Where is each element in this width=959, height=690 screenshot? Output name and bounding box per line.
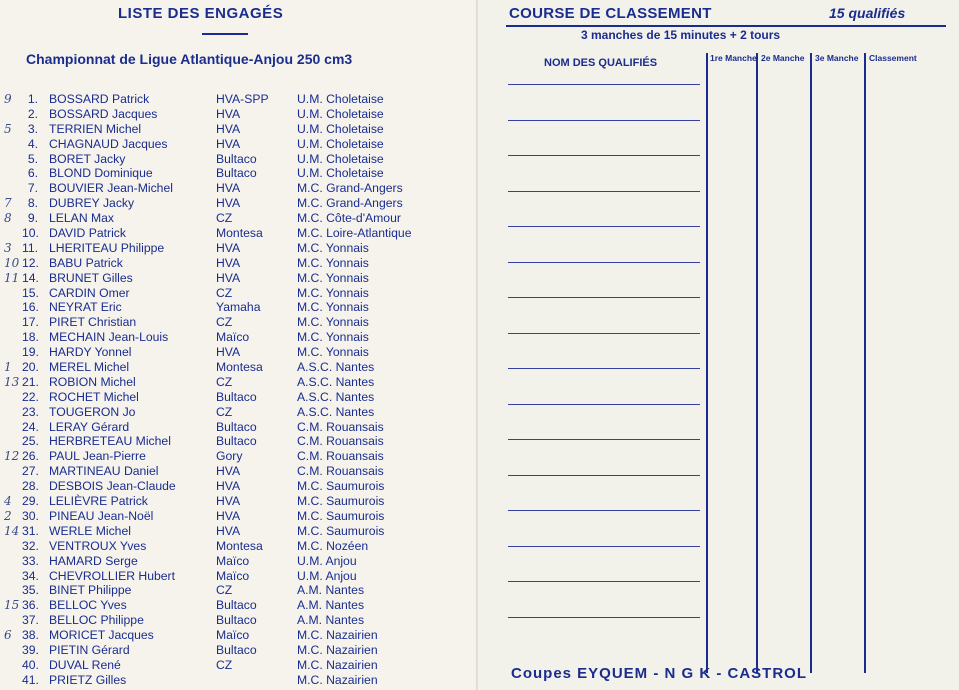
club-name: M.C. Yonnais bbox=[297, 285, 369, 300]
club-name: A.M. Nantes bbox=[297, 583, 365, 598]
entry-row bbox=[0, 524, 470, 539]
rider-name: ROCHET Michel bbox=[49, 389, 139, 404]
manche-2-header: 2e Manche bbox=[761, 53, 805, 63]
club-name: M.C. Yonnais bbox=[297, 240, 369, 255]
rider-name: DUVAL René bbox=[49, 657, 121, 672]
entry-row bbox=[0, 92, 470, 107]
club-name: U.M. Choletaise bbox=[297, 151, 384, 166]
write-in-line bbox=[508, 155, 700, 156]
entry-row bbox=[0, 315, 470, 330]
club-name: M.C. Nazairien bbox=[297, 642, 378, 657]
rider-name: BORET Jacky bbox=[49, 151, 126, 166]
motorcycle-brand: CZ bbox=[216, 285, 233, 300]
rider-name: PINEAU Jean-Noël bbox=[49, 508, 154, 523]
rider-name: PIETIN Gérard bbox=[49, 642, 130, 657]
motorcycle-brand: Bultaco bbox=[216, 389, 257, 404]
manche-3-header: 3e Manche bbox=[815, 53, 859, 63]
club-name: M.C. Saumurois bbox=[297, 523, 385, 538]
entry-number: 31. bbox=[22, 523, 39, 538]
entry-row bbox=[0, 241, 470, 256]
motorcycle-brand: Bultaco bbox=[216, 434, 257, 449]
entry-row bbox=[0, 405, 470, 420]
club-name: M.C. Yonnais bbox=[297, 300, 369, 315]
motorcycle-brand: HVA bbox=[216, 464, 241, 479]
entry-number: 27. bbox=[22, 464, 39, 479]
entry-row bbox=[0, 196, 470, 211]
entry-row bbox=[0, 434, 470, 449]
championship-subtitle: Championnat de Ligue Atlantique-Anjou 250 cm3 bbox=[26, 51, 353, 67]
entry-row bbox=[0, 658, 470, 673]
race-format: 3 manches de 15 minutes + 2 tours bbox=[581, 28, 781, 42]
club-name: C.M. Rouansais bbox=[297, 434, 384, 449]
motorcycle-brand: CZ bbox=[216, 374, 233, 389]
motorcycle-brand: HVA bbox=[216, 508, 241, 523]
entry-number: 9. bbox=[27, 211, 38, 226]
pencil-note: 14 bbox=[4, 523, 20, 538]
rider-name: MARTINEAU Daniel bbox=[49, 464, 159, 479]
rider-name: NEYRAT Eric bbox=[49, 300, 122, 315]
entry-row bbox=[0, 375, 470, 390]
club-name: M.C. Nozéen bbox=[297, 538, 369, 553]
entry-row bbox=[0, 554, 470, 569]
entry-row bbox=[0, 300, 470, 315]
entry-row bbox=[0, 449, 470, 464]
motorcycle-brand: CZ bbox=[216, 315, 233, 330]
entry-number: 11. bbox=[22, 240, 39, 255]
entry-row bbox=[0, 390, 470, 405]
entry-number: 8. bbox=[27, 196, 38, 211]
entry-number: 19. bbox=[22, 345, 39, 360]
entry-number: 15. bbox=[22, 285, 39, 300]
motorcycle-brand: Bultaco bbox=[216, 166, 257, 181]
motorcycle-brand: CZ bbox=[216, 583, 233, 598]
entry-row bbox=[0, 539, 470, 554]
entry-number: 26. bbox=[22, 449, 39, 464]
write-in-line bbox=[508, 439, 700, 440]
club-name: M.C. Yonnais bbox=[297, 270, 369, 285]
rider-name: DESBOIS Jean-Claude bbox=[49, 479, 176, 494]
club-name: A.S.C. Nantes bbox=[297, 404, 375, 419]
rider-name: LELIÈVRE Patrick bbox=[49, 494, 148, 509]
entry-number: 21. bbox=[22, 374, 39, 389]
entry-number: 22. bbox=[22, 389, 39, 404]
rider-name: CARDIN Omer bbox=[49, 285, 130, 300]
entry-row bbox=[0, 420, 470, 435]
entries-list bbox=[0, 92, 470, 688]
column-divider bbox=[810, 53, 812, 673]
club-name: A.S.C. Nantes bbox=[297, 389, 375, 404]
motorcycle-brand: HVA bbox=[216, 494, 241, 509]
entry-number: 41. bbox=[22, 672, 39, 687]
write-in-line bbox=[508, 297, 700, 298]
club-name: U.M. Choletaise bbox=[297, 136, 384, 151]
header-rule bbox=[506, 25, 946, 27]
pencil-note: 5 bbox=[4, 121, 12, 136]
motorcycle-brand: Yamaha bbox=[216, 300, 261, 315]
rider-name: PIRET Christian bbox=[49, 315, 137, 330]
pencil-note: 6 bbox=[4, 628, 12, 643]
rider-name: BABU Patrick bbox=[49, 255, 123, 270]
pencil-note: 15 bbox=[4, 598, 20, 613]
entry-row bbox=[0, 330, 470, 345]
write-in-line bbox=[508, 510, 700, 511]
entry-number: 1. bbox=[27, 92, 38, 106]
motorcycle-brand: HVA bbox=[216, 270, 241, 285]
motorcycle-brand: HVA bbox=[216, 106, 241, 121]
write-in-line bbox=[508, 226, 700, 227]
write-in-line bbox=[508, 546, 700, 547]
pencil-note: 12 bbox=[4, 449, 20, 464]
entry-row bbox=[0, 673, 470, 688]
pencil-note: 3 bbox=[4, 240, 12, 255]
rider-name: TERRIEN Michel bbox=[49, 121, 142, 136]
motorcycle-brand: CZ bbox=[216, 404, 233, 419]
column-divider bbox=[706, 53, 708, 673]
entry-row bbox=[0, 122, 470, 137]
motorcycle-brand: Gory bbox=[216, 449, 243, 464]
rider-name: ROBION Michel bbox=[49, 374, 136, 389]
club-name: U.M. Choletaise bbox=[297, 166, 384, 181]
entry-row bbox=[0, 345, 470, 360]
entry-number: 36. bbox=[22, 598, 39, 613]
club-name: M.C. Yonnais bbox=[297, 315, 369, 330]
entry-number: 37. bbox=[22, 613, 39, 628]
rider-name: TOUGERON Jo bbox=[49, 404, 136, 419]
entry-number: 12. bbox=[22, 255, 39, 270]
write-in-line bbox=[508, 120, 700, 121]
rider-name: MORICET Jacques bbox=[49, 628, 154, 643]
entry-number: 17. bbox=[22, 315, 39, 330]
club-name: A.S.C. Nantes bbox=[297, 374, 375, 389]
pencil-note: 11 bbox=[4, 270, 20, 285]
rider-name: BRUNET Gilles bbox=[49, 270, 133, 285]
motorcycle-brand: Maïco bbox=[216, 553, 250, 568]
entry-row bbox=[0, 464, 470, 479]
entry-number: 28. bbox=[22, 479, 39, 494]
club-name: C.M. Rouansais bbox=[297, 449, 384, 464]
pencil-note: 10 bbox=[4, 255, 20, 270]
club-name: M.C. Nazairien bbox=[297, 628, 378, 643]
rider-name: MECHAIN Jean-Louis bbox=[49, 330, 169, 345]
write-in-line bbox=[508, 262, 700, 263]
left-page bbox=[0, 0, 478, 690]
entry-number: 38. bbox=[22, 628, 39, 643]
title-underline bbox=[202, 33, 248, 35]
rider-name: BELLOC Philippe bbox=[49, 613, 144, 628]
pencil-note: 13 bbox=[4, 374, 20, 389]
rider-name: BLOND Dominique bbox=[49, 166, 153, 181]
rider-name: BOUVIER Jean-Michel bbox=[49, 181, 173, 196]
race-title: COURSE DE CLASSEMENT bbox=[509, 5, 712, 22]
club-name: C.M. Rouansais bbox=[297, 419, 384, 434]
club-name: A.S.C. Nantes bbox=[297, 360, 375, 375]
entry-number: 39. bbox=[22, 642, 39, 657]
entry-number: 7. bbox=[27, 181, 38, 196]
entry-row bbox=[0, 271, 470, 286]
motorcycle-brand: HVA-SPP bbox=[216, 92, 269, 106]
motorcycle-brand: CZ bbox=[216, 211, 233, 226]
write-in-line bbox=[508, 191, 700, 192]
qualified-names-header: NOM DES QUALIFIÉS bbox=[544, 57, 658, 69]
write-in-line bbox=[508, 404, 700, 405]
pencil-note: 4 bbox=[4, 494, 12, 509]
entry-row bbox=[0, 569, 470, 584]
entry-number: 33. bbox=[22, 553, 39, 568]
motorcycle-brand: Maïco bbox=[216, 628, 250, 643]
entry-number: 2. bbox=[27, 106, 38, 121]
club-name: U.M. Choletaise bbox=[297, 106, 384, 121]
motorcycle-brand: HVA bbox=[216, 181, 241, 196]
entry-row bbox=[0, 360, 470, 375]
rider-name: LHERITEAU Philippe bbox=[49, 240, 165, 255]
motorcycle-brand: Bultaco bbox=[216, 613, 257, 628]
entry-number: 20. bbox=[22, 360, 39, 375]
club-name: M.C. Saumurois bbox=[297, 508, 385, 523]
club-name: M.C. Saumurois bbox=[297, 479, 385, 494]
entry-number: 3. bbox=[27, 121, 38, 136]
club-name: U.M. Choletaise bbox=[297, 92, 384, 106]
club-name: M.C. Loire-Atlantique bbox=[297, 226, 412, 241]
pencil-note: 9 bbox=[4, 92, 12, 106]
rider-name: DAVID Patrick bbox=[49, 226, 126, 241]
rider-name: CHAGNAUD Jacques bbox=[49, 136, 168, 151]
pencil-note: 2 bbox=[4, 508, 12, 523]
rider-name: BINET Philippe bbox=[49, 583, 132, 598]
qualified-count: 15 qualifiés bbox=[829, 5, 906, 21]
motorcycle-brand: HVA bbox=[216, 240, 241, 255]
entry-number: 10. bbox=[22, 226, 39, 241]
entry-row bbox=[0, 211, 470, 226]
entry-number: 14. bbox=[22, 270, 39, 285]
club-name: U.M. Choletaise bbox=[297, 121, 384, 136]
motorcycle-brand: HVA bbox=[216, 121, 241, 136]
motorcycle-brand: Bultaco bbox=[216, 642, 257, 657]
entry-row bbox=[0, 137, 470, 152]
entry-number: 40. bbox=[22, 657, 39, 672]
motorcycle-brand: Maïco bbox=[216, 330, 250, 345]
entry-row bbox=[0, 613, 470, 628]
entry-number: 5. bbox=[27, 151, 38, 166]
motorcycle-brand: CZ bbox=[216, 657, 233, 672]
rider-name: HAMARD Serge bbox=[49, 553, 138, 568]
entry-row bbox=[0, 181, 470, 196]
write-in-line bbox=[508, 368, 700, 369]
pencil-note: 7 bbox=[4, 196, 12, 211]
rider-name: CHEVROLLIER Hubert bbox=[49, 568, 175, 583]
motorcycle-brand: HVA bbox=[216, 345, 241, 360]
entries-title: LISTE DES ENGAGÉS bbox=[118, 5, 284, 22]
club-name: C.M. Rouansais bbox=[297, 464, 384, 479]
entry-number: 35. bbox=[22, 583, 39, 598]
club-name: M.C. Saumurois bbox=[297, 494, 385, 509]
rider-name: HARDY Yonnel bbox=[49, 345, 132, 360]
motorcycle-brand: Bultaco bbox=[216, 151, 257, 166]
entry-number: 4. bbox=[27, 136, 38, 151]
write-in-line bbox=[508, 475, 700, 476]
entry-number: 23. bbox=[22, 404, 39, 419]
motorcycle-brand: Montesa bbox=[216, 226, 263, 241]
entry-number: 18. bbox=[22, 330, 39, 345]
entry-row bbox=[0, 598, 470, 613]
rider-name: MEREL Michel bbox=[49, 360, 130, 375]
entry-number: 6. bbox=[27, 166, 38, 181]
motorcycle-brand: HVA bbox=[216, 523, 241, 538]
entry-number: 34. bbox=[22, 568, 39, 583]
entry-row bbox=[0, 166, 470, 181]
motorcycle-brand: HVA bbox=[216, 255, 241, 270]
entry-number: 25. bbox=[22, 434, 39, 449]
entry-row bbox=[0, 628, 470, 643]
write-in-line bbox=[508, 617, 700, 618]
column-divider bbox=[756, 53, 758, 673]
entry-number: 32. bbox=[22, 538, 39, 553]
entry-row bbox=[0, 479, 470, 494]
pencil-note: 1 bbox=[4, 360, 12, 375]
entry-row bbox=[0, 286, 470, 301]
entry-row bbox=[0, 494, 470, 509]
entry-number: 16. bbox=[22, 300, 39, 315]
rider-name: HERBRETEAU Michel bbox=[49, 434, 171, 449]
club-name: U.M. Anjou bbox=[297, 553, 357, 568]
club-name: A.M. Nantes bbox=[297, 613, 365, 628]
rider-name: WERLE Michel bbox=[49, 523, 131, 538]
club-name: M.C. Yonnais bbox=[297, 330, 369, 345]
entry-number: 29. bbox=[22, 494, 39, 509]
club-name: M.C. Grand-Angers bbox=[297, 181, 403, 196]
rider-name: VENTROUX Yves bbox=[49, 538, 147, 553]
rider-name: BOSSARD Patrick bbox=[49, 92, 150, 106]
entry-number: 30. bbox=[22, 508, 39, 523]
motorcycle-brand: Bultaco bbox=[216, 598, 257, 613]
entry-row bbox=[0, 226, 470, 241]
entry-row bbox=[0, 509, 470, 524]
rider-name: BOSSARD Jacques bbox=[49, 106, 158, 121]
motorcycle-brand: HVA bbox=[216, 196, 241, 211]
motorcycle-brand: Bultaco bbox=[216, 419, 257, 434]
entry-row bbox=[0, 583, 470, 598]
rider-name: LERAY Gérard bbox=[49, 419, 130, 434]
motorcycle-brand: HVA bbox=[216, 479, 241, 494]
club-name: M.C. Yonnais bbox=[297, 255, 369, 270]
club-name: A.M. Nantes bbox=[297, 598, 365, 613]
motorcycle-brand: Montesa bbox=[216, 538, 263, 553]
entry-number: 24. bbox=[22, 419, 39, 434]
motorcycle-brand: HVA bbox=[216, 136, 241, 151]
club-name: M.C. Côte-d'Amour bbox=[297, 211, 401, 226]
manche-1-header: 1re Manche bbox=[710, 53, 757, 63]
club-name: M.C. Yonnais bbox=[297, 345, 369, 360]
sponsors-line: Coupes EYQUEM - N G K - CASTROL bbox=[511, 665, 808, 682]
motorcycle-brand: Maïco bbox=[216, 568, 250, 583]
right-page bbox=[478, 0, 959, 690]
club-name: M.C. Nazairien bbox=[297, 672, 378, 687]
entry-row bbox=[0, 256, 470, 271]
rider-name: LELAN Max bbox=[49, 211, 115, 226]
write-in-line bbox=[508, 333, 700, 334]
rider-name: PAUL Jean-Pierre bbox=[49, 449, 146, 464]
entry-row bbox=[0, 107, 470, 122]
rider-name: DUBREY Jacky bbox=[49, 196, 135, 211]
write-in-line bbox=[508, 84, 700, 85]
classement-header: Classement bbox=[869, 53, 917, 63]
club-name: U.M. Anjou bbox=[297, 568, 357, 583]
club-name: M.C. Grand-Angers bbox=[297, 196, 403, 211]
motorcycle-brand: Montesa bbox=[216, 360, 263, 375]
pencil-note: 8 bbox=[4, 211, 12, 226]
club-name: M.C. Nazairien bbox=[297, 657, 378, 672]
entry-row bbox=[0, 152, 470, 167]
entry-row bbox=[0, 643, 470, 658]
rider-name: BELLOC Yves bbox=[49, 598, 127, 613]
rider-name: PRIETZ Gilles bbox=[49, 672, 127, 687]
write-in-line bbox=[508, 581, 700, 582]
column-divider bbox=[864, 53, 866, 673]
